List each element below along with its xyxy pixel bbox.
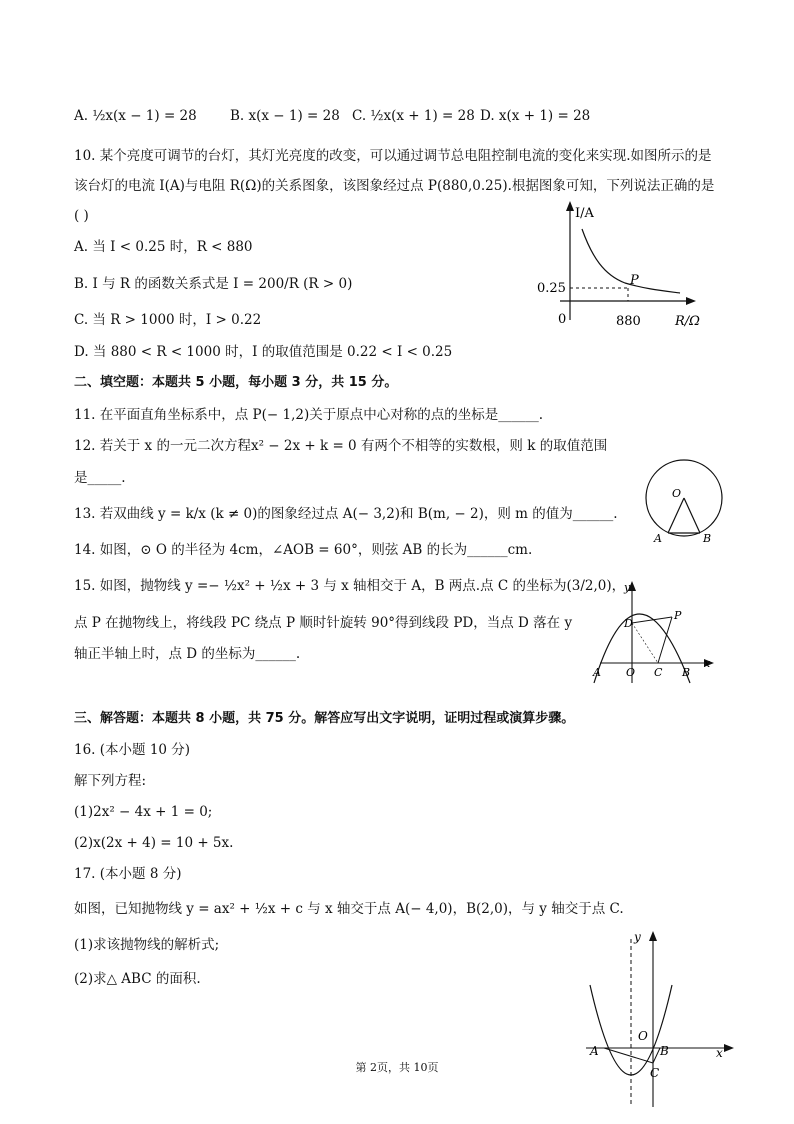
q10-option-d: D. 当 880 < R < 1000 时，I 的取值范围是 0.22 < I < 0.25 bbox=[74, 344, 453, 360]
q13: 13. 若双曲线 y = k/x (k ≠ 0)的图象经过点 A(− 3,2)和 B(m, − 2)，则 m 的值为______. bbox=[74, 506, 618, 522]
q17-part2: (2)求△ ABC 的面积. bbox=[74, 971, 201, 987]
q10-fig-origin: 0 bbox=[558, 312, 567, 327]
q10-fig-point: P bbox=[630, 273, 639, 288]
q17-intro: 如图，已知抛物线 y = ax² + ½x + c 与 x 轴交于点 A(− 4,0)，B(2,0)，与 y 轴交于点 C. bbox=[74, 901, 624, 917]
q10-fig-ytick: 0.25 bbox=[537, 281, 566, 296]
q17-label-y: y bbox=[634, 930, 641, 944]
q10-fig-xtick: 880 bbox=[616, 314, 641, 329]
q15-label-o: O bbox=[626, 666, 636, 679]
q15-label-p: P bbox=[674, 609, 682, 622]
q12-line1: 12. 若关于 x 的一元二次方程x² − 2x + k = 0 有两个不相等的实数根，则 k 的取值范围 bbox=[74, 438, 608, 454]
q10-line2: 该台灯的电流 I(A)与电阻 R(Ω)的关系图象，该图象经过点 P(880,0.25).根据图象可知，下列说法正确的是 bbox=[74, 178, 715, 194]
q17-label-c: C bbox=[650, 1066, 660, 1080]
q17-label-b: B bbox=[660, 1044, 669, 1058]
q10-line1: 10. 某个亮度可调节的台灯，其灯光亮度的改变，可以通过调节总电阻控制电流的变化来实现.如图所示的是 bbox=[74, 148, 712, 164]
q10-fig-xlabel: R/Ω bbox=[675, 314, 700, 329]
q14-circle-figure bbox=[640, 460, 730, 545]
q14: 14. 如图，⊙ O 的半径为 4cm，∠AOB = 60°，则弦 AB 的长为______cm. bbox=[74, 542, 533, 558]
q15-label-y: y bbox=[624, 581, 631, 594]
section3-heading: 三、解答题：本题共 8 小题，共 75 分。解答应写出文字说明，证明过程或演算步骤。 bbox=[74, 711, 575, 726]
q17-parabola-figure bbox=[578, 925, 743, 1110]
q10-option-a: A. 当 I < 0.25 时，R < 880 bbox=[74, 239, 253, 255]
q10-figure bbox=[530, 195, 710, 335]
q14-label-b: B bbox=[703, 532, 712, 545]
q16-heading: 16. (本小题 10 分) bbox=[74, 742, 191, 758]
q16-part2: (2)x(2x + 4) = 10 + 5x. bbox=[74, 835, 234, 851]
q10-option-c: C. 当 R > 1000 时，I > 0.22 bbox=[74, 312, 262, 328]
q17-part1: (1)求该抛物线的解析式; bbox=[74, 937, 220, 953]
section2-heading: 二、填空题：本题共 5 小题，每小题 3 分，共 15 分。 bbox=[74, 375, 398, 390]
q17-label-a: A bbox=[590, 1044, 599, 1058]
q15-label-x: x bbox=[704, 657, 711, 670]
q11: 11. 在平面直角坐标系中，点 P(− 1,2)关于原点中心对称的点的坐标是______. bbox=[74, 407, 544, 423]
q9-option-a: A. ½x(x − 1) = 28 bbox=[74, 108, 197, 124]
q15-label-b: B bbox=[682, 666, 691, 679]
q17-heading: 17. (本小题 8 分) bbox=[74, 866, 182, 882]
q15-label-d: D bbox=[624, 617, 633, 630]
q15-line1: 15. 如图，抛物线 y =− ½x² + ½x + 3 与 x 轴相交于 A，B 两点.点 C 的坐标为(3/2,0)， bbox=[74, 578, 626, 594]
q15-label-a: A bbox=[593, 666, 601, 679]
q9-option-d: D. x(x + 1) = 28 bbox=[480, 108, 591, 124]
q9-option-b: B. x(x − 1) = 28 bbox=[230, 108, 340, 124]
q12-line2: 是_____. bbox=[74, 470, 126, 486]
q10-option-b: B. I 与 R 的函数关系式是 I = 200/R (R > 0) bbox=[74, 276, 353, 292]
q10-paren: ( ) bbox=[74, 208, 89, 224]
q14-label-a: A bbox=[654, 532, 662, 545]
q15-label-c: C bbox=[654, 666, 663, 679]
q16-intro: 解下列方程: bbox=[74, 773, 147, 789]
q15-parabola-figure bbox=[590, 575, 720, 685]
q17-label-o: O bbox=[638, 1029, 648, 1043]
q16-part1: (1)2x² − 4x + 1 = 0; bbox=[74, 804, 213, 820]
q9-option-c: C. ½x(x + 1) = 28 bbox=[352, 108, 475, 124]
q17-label-x: x bbox=[716, 1046, 723, 1060]
q14-label-o: O bbox=[672, 487, 682, 500]
page-footer: 第 2页，共 10页 bbox=[355, 1061, 439, 1074]
q10-fig-ylabel: I/A bbox=[575, 206, 594, 221]
q15-line3: 轴正半轴上时，点 D 的坐标为______. bbox=[74, 646, 301, 662]
q15-line2: 点 P 在抛物线上，将线段 PC 绕点 P 顺时针旋转 90°得到线段 PD，当点 D 落在 y bbox=[74, 615, 573, 631]
